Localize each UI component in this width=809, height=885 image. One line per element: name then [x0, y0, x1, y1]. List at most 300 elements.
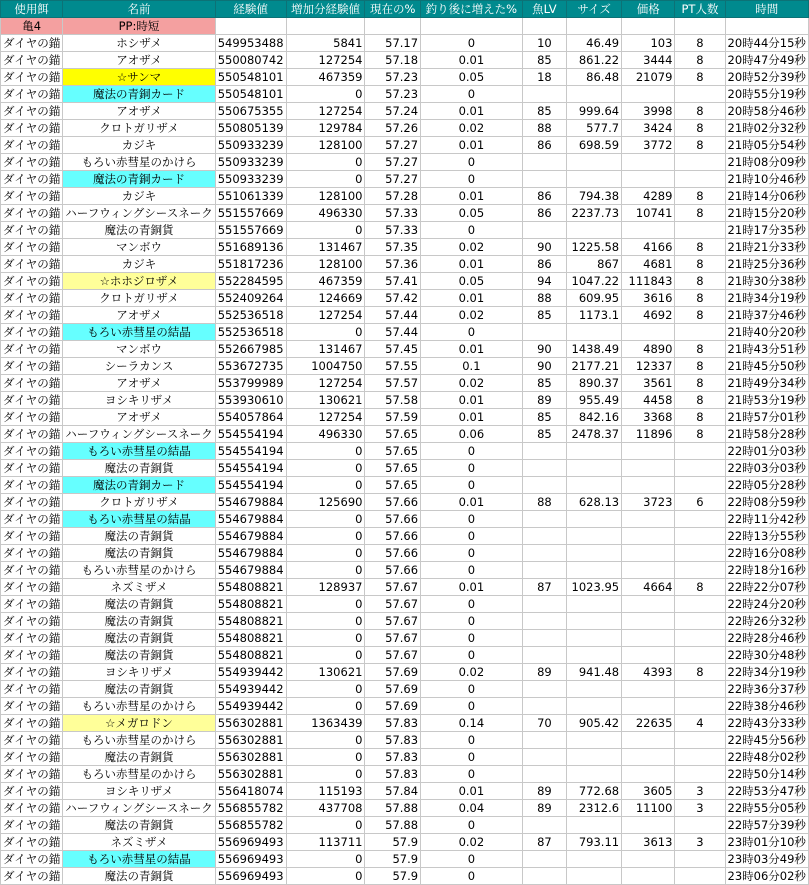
cell-exp-gain[interactable]: 128937	[286, 579, 365, 596]
empty-cell[interactable]	[622, 18, 675, 35]
cell-current-percent[interactable]: 57.44	[365, 324, 421, 341]
cell-bait[interactable]: ダイヤの錨	[1, 443, 63, 460]
cell-size[interactable]	[567, 545, 622, 562]
cell-percent-gain[interactable]: 0	[421, 868, 523, 885]
cell-exp[interactable]: 554808821	[215, 647, 286, 664]
cell-exp-gain[interactable]: 0	[286, 647, 365, 664]
cell-price[interactable]: 11896	[622, 426, 675, 443]
cell-percent-gain[interactable]: 0	[421, 511, 523, 528]
cell-exp-gain[interactable]: 0	[286, 630, 365, 647]
cell-size[interactable]: 2478.37	[567, 426, 622, 443]
cell-time[interactable]: 22時18分16秒	[725, 562, 808, 579]
cell-fish-level[interactable]: 86	[522, 256, 566, 273]
cell-current-percent[interactable]: 57.9	[365, 868, 421, 885]
cell-bait[interactable]: ダイヤの錨	[1, 613, 63, 630]
cell-bait[interactable]: ダイヤの錨	[1, 358, 63, 375]
cell-time[interactable]: 21時02分32秒	[725, 120, 808, 137]
cell-bait[interactable]: ダイヤの錨	[1, 749, 63, 766]
cell-party-size[interactable]	[675, 817, 725, 834]
cell-size[interactable]: 628.13	[567, 494, 622, 511]
cell-percent-gain[interactable]: 0	[421, 324, 523, 341]
cell-time[interactable]: 23時01分10秒	[725, 834, 808, 851]
cell-exp[interactable]: 553930610	[215, 392, 286, 409]
cell-size[interactable]: 772.68	[567, 783, 622, 800]
cell-fish-level[interactable]: 86	[522, 205, 566, 222]
cell-current-percent[interactable]: 57.23	[365, 69, 421, 86]
cell-size[interactable]: 577.7	[567, 120, 622, 137]
cell-current-percent[interactable]: 57.65	[365, 426, 421, 443]
cell-fish-level[interactable]: 86	[522, 188, 566, 205]
cell-size[interactable]: 794.38	[567, 188, 622, 205]
cell-fish-level[interactable]: 85	[522, 307, 566, 324]
cell-exp[interactable]: 554679884	[215, 545, 286, 562]
cell-time[interactable]: 22時34分19秒	[725, 664, 808, 681]
cell-current-percent[interactable]: 57.58	[365, 392, 421, 409]
cell-exp-gain[interactable]: 0	[286, 562, 365, 579]
cell-time[interactable]: 22時38分46秒	[725, 698, 808, 715]
cell-party-size[interactable]: 3	[675, 800, 725, 817]
cell-fish-level[interactable]: 89	[522, 783, 566, 800]
empty-cell[interactable]	[286, 18, 365, 35]
cell-time[interactable]: 21時57分01秒	[725, 409, 808, 426]
cell-size[interactable]	[567, 732, 622, 749]
cell-fish-level[interactable]	[522, 698, 566, 715]
cell-current-percent[interactable]: 57.83	[365, 749, 421, 766]
cell-party-size[interactable]	[675, 154, 725, 171]
cell-fish-level[interactable]: 89	[522, 664, 566, 681]
cell-fish-level[interactable]	[522, 443, 566, 460]
cell-exp-gain[interactable]: 124669	[286, 290, 365, 307]
empty-cell[interactable]	[725, 18, 808, 35]
cell-fish-level[interactable]: 88	[522, 290, 566, 307]
cell-exp-gain[interactable]: 131467	[286, 239, 365, 256]
cell-exp[interactable]: 554808821	[215, 613, 286, 630]
cell-exp-gain[interactable]: 0	[286, 511, 365, 528]
cell-size[interactable]	[567, 562, 622, 579]
cell-current-percent[interactable]: 57.18	[365, 52, 421, 69]
cell-price[interactable]	[622, 511, 675, 528]
cell-party-size[interactable]	[675, 647, 725, 664]
cell-exp[interactable]: 554808821	[215, 630, 286, 647]
cell-price[interactable]	[622, 154, 675, 171]
cell-party-size[interactable]: 8	[675, 290, 725, 307]
cell-exp-gain[interactable]: 0	[286, 477, 365, 494]
cell-name[interactable]: アオザメ	[63, 409, 215, 426]
cell-fish-level[interactable]	[522, 647, 566, 664]
cell-bait[interactable]: ダイヤの錨	[1, 647, 63, 664]
cell-current-percent[interactable]: 57.17	[365, 35, 421, 52]
cell-percent-gain[interactable]: 0	[421, 562, 523, 579]
cell-size[interactable]: 955.49	[567, 392, 622, 409]
cell-fish-level[interactable]: 85	[522, 375, 566, 392]
cell-party-size[interactable]: 3	[675, 834, 725, 851]
cell-exp-gain[interactable]: 0	[286, 681, 365, 698]
cell-exp-gain[interactable]: 127254	[286, 375, 365, 392]
cell-exp[interactable]: 556302881	[215, 766, 286, 783]
cell-price[interactable]: 3772	[622, 137, 675, 154]
cell-name[interactable]: クロトガリザメ	[63, 494, 215, 511]
cell-party-size[interactable]: 8	[675, 188, 725, 205]
cell-size[interactable]: 1225.58	[567, 239, 622, 256]
cell-name[interactable]: ハーフウィングシースネーク	[63, 800, 215, 817]
cell-party-size[interactable]	[675, 171, 725, 188]
cell-fish-level[interactable]	[522, 766, 566, 783]
cell-exp-gain[interactable]: 467359	[286, 273, 365, 290]
cell-fish-level[interactable]: 90	[522, 358, 566, 375]
cell-exp[interactable]: 556969493	[215, 851, 286, 868]
cell-current-percent[interactable]: 57.44	[365, 307, 421, 324]
cell-exp[interactable]: 553672735	[215, 358, 286, 375]
cell-party-size[interactable]	[675, 766, 725, 783]
cell-current-percent[interactable]: 57.66	[365, 511, 421, 528]
cell-party-size[interactable]: 8	[675, 103, 725, 120]
cell-price[interactable]	[622, 562, 675, 579]
cell-fish-level[interactable]: 85	[522, 52, 566, 69]
cell-exp-gain[interactable]: 127254	[286, 103, 365, 120]
cell-exp[interactable]: 551817236	[215, 256, 286, 273]
cell-exp[interactable]: 552409264	[215, 290, 286, 307]
empty-cell[interactable]	[365, 18, 421, 35]
cell-size[interactable]	[567, 324, 622, 341]
cell-fish-level[interactable]: 88	[522, 494, 566, 511]
cell-name[interactable]: もろい赤彗星の結晶	[63, 511, 215, 528]
cell-time[interactable]: 22時48分02秒	[725, 749, 808, 766]
cell-time[interactable]: 21時40分20秒	[725, 324, 808, 341]
cell-fish-level[interactable]: 85	[522, 103, 566, 120]
cell-price[interactable]	[622, 222, 675, 239]
cell-name[interactable]: 魔法の青銅貨	[63, 749, 215, 766]
cell-party-size[interactable]: 8	[675, 392, 725, 409]
cell-size[interactable]	[567, 681, 622, 698]
cell-current-percent[interactable]: 57.33	[365, 205, 421, 222]
cell-current-percent[interactable]: 57.27	[365, 137, 421, 154]
cell-party-size[interactable]	[675, 868, 725, 885]
cell-size[interactable]	[567, 817, 622, 834]
cell-exp-gain[interactable]: 127254	[286, 307, 365, 324]
cell-current-percent[interactable]: 57.26	[365, 120, 421, 137]
cell-exp-gain[interactable]: 0	[286, 766, 365, 783]
cell-time[interactable]: 21時43分51秒	[725, 341, 808, 358]
cell-percent-gain[interactable]: 0.01	[421, 783, 523, 800]
cell-current-percent[interactable]: 57.65	[365, 477, 421, 494]
cell-party-size[interactable]	[675, 511, 725, 528]
cell-size[interactable]: 861.22	[567, 52, 622, 69]
cell-current-percent[interactable]: 57.33	[365, 222, 421, 239]
cell-name[interactable]: ☆ホホジロザメ	[63, 273, 215, 290]
cell-fish-level[interactable]: 85	[522, 426, 566, 443]
cell-price[interactable]: 3444	[622, 52, 675, 69]
cell-bait[interactable]: ダイヤの錨	[1, 460, 63, 477]
cell-party-size[interactable]: 8	[675, 120, 725, 137]
cell-bait[interactable]: ダイヤの錨	[1, 256, 63, 273]
cell-percent-gain[interactable]: 0.05	[421, 205, 523, 222]
cell-name[interactable]: 魔法の青銅貨	[63, 222, 215, 239]
cell-price[interactable]	[622, 86, 675, 103]
cell-exp[interactable]: 554808821	[215, 579, 286, 596]
cell-exp[interactable]: 550933239	[215, 171, 286, 188]
cell-time[interactable]: 22時01分03秒	[725, 443, 808, 460]
cell-fish-level[interactable]	[522, 732, 566, 749]
cell-time[interactable]: 22時50分14秒	[725, 766, 808, 783]
cell-name[interactable]: もろい赤彗星の結晶	[63, 443, 215, 460]
cell-time[interactable]: 20時47分49秒	[725, 52, 808, 69]
cell-current-percent[interactable]: 57.36	[365, 256, 421, 273]
cell-percent-gain[interactable]: 0.01	[421, 103, 523, 120]
cell-bait[interactable]: ダイヤの錨	[1, 426, 63, 443]
cell-size[interactable]	[567, 749, 622, 766]
cell-time[interactable]: 22時05分28秒	[725, 477, 808, 494]
cell-exp-gain[interactable]: 130621	[286, 664, 365, 681]
cell-percent-gain[interactable]: 0	[421, 86, 523, 103]
cell-percent-gain[interactable]: 0.01	[421, 494, 523, 511]
cell-party-size[interactable]: 8	[675, 256, 725, 273]
cell-exp[interactable]: 551689136	[215, 239, 286, 256]
cell-current-percent[interactable]: 57.24	[365, 103, 421, 120]
cell-exp-gain[interactable]: 127254	[286, 409, 365, 426]
cell-name[interactable]: ネズミザメ	[63, 579, 215, 596]
cell-name[interactable]: マンボウ	[63, 341, 215, 358]
cell-exp[interactable]: 550933239	[215, 154, 286, 171]
cell-exp-gain[interactable]: 0	[286, 86, 365, 103]
cell-current-percent[interactable]: 57.84	[365, 783, 421, 800]
cell-exp[interactable]: 554679884	[215, 562, 286, 579]
cell-party-size[interactable]	[675, 681, 725, 698]
cell-fish-level[interactable]	[522, 86, 566, 103]
cell-time[interactable]: 21時08分09秒	[725, 154, 808, 171]
cell-fish-level[interactable]	[522, 545, 566, 562]
cell-percent-gain[interactable]: 0	[421, 154, 523, 171]
cell-percent-gain[interactable]: 0.06	[421, 426, 523, 443]
cell-bait[interactable]: ダイヤの錨	[1, 562, 63, 579]
cell-percent-gain[interactable]: 0.01	[421, 137, 523, 154]
header-current-percent[interactable]: 現在の%	[365, 1, 421, 18]
cell-price[interactable]	[622, 171, 675, 188]
cell-price[interactable]: 103	[622, 35, 675, 52]
cell-party-size[interactable]	[675, 562, 725, 579]
cell-price[interactable]: 4166	[622, 239, 675, 256]
cell-percent-gain[interactable]: 0	[421, 596, 523, 613]
cell-name[interactable]: もろい赤彗星のかけら	[63, 732, 215, 749]
cell-time[interactable]: 21時30分38秒	[725, 273, 808, 290]
cell-current-percent[interactable]: 57.66	[365, 494, 421, 511]
cell-fish-level[interactable]: 94	[522, 273, 566, 290]
cell-exp-gain[interactable]: 125690	[286, 494, 365, 511]
cell-size[interactable]: 46.49	[567, 35, 622, 52]
cell-bait[interactable]: ダイヤの錨	[1, 851, 63, 868]
cell-price[interactable]: 3605	[622, 783, 675, 800]
cell-exp[interactable]: 554554194	[215, 460, 286, 477]
cell-time[interactable]: 22時55分05秒	[725, 800, 808, 817]
cell-price[interactable]	[622, 545, 675, 562]
cell-size[interactable]: 2177.21	[567, 358, 622, 375]
header-size[interactable]: サイズ	[567, 1, 622, 18]
cell-fish-level[interactable]	[522, 681, 566, 698]
cell-price[interactable]: 3368	[622, 409, 675, 426]
cell-name[interactable]: シーラカンス	[63, 358, 215, 375]
cell-bait[interactable]: ダイヤの錨	[1, 239, 63, 256]
cell-time[interactable]: 21時05分54秒	[725, 137, 808, 154]
cell-exp[interactable]: 550080742	[215, 52, 286, 69]
cell-price[interactable]	[622, 477, 675, 494]
cell-size[interactable]	[567, 477, 622, 494]
cell-exp-gain[interactable]: 0	[286, 868, 365, 885]
cell-size[interactable]	[567, 647, 622, 664]
cell-time[interactable]: 23時06分02秒	[725, 868, 808, 885]
cell-fish-level[interactable]	[522, 222, 566, 239]
cell-percent-gain[interactable]: 0	[421, 443, 523, 460]
cell-size[interactable]	[567, 528, 622, 545]
cell-name[interactable]: カジキ	[63, 256, 215, 273]
cell-name[interactable]: アオザメ	[63, 307, 215, 324]
cell-party-size[interactable]	[675, 749, 725, 766]
cell-time[interactable]: 22時24分20秒	[725, 596, 808, 613]
cell-fish-level[interactable]: 70	[522, 715, 566, 732]
cell-party-size[interactable]: 8	[675, 52, 725, 69]
cell-exp[interactable]: 550548101	[215, 86, 286, 103]
cell-exp-gain[interactable]: 0	[286, 222, 365, 239]
cell-time[interactable]: 21時25分36秒	[725, 256, 808, 273]
cell-price[interactable]: 3616	[622, 290, 675, 307]
cell-name[interactable]: もろい赤彗星のかけら	[63, 154, 215, 171]
cell-party-size[interactable]: 3	[675, 783, 725, 800]
cell-time[interactable]: 22時30分48秒	[725, 647, 808, 664]
cell-name[interactable]: ☆メガロドン	[63, 715, 215, 732]
cell-fish-level[interactable]: 89	[522, 392, 566, 409]
cell-fish-level[interactable]: 86	[522, 137, 566, 154]
cell-name[interactable]: ヨシキリザメ	[63, 664, 215, 681]
cell-exp[interactable]: 550548101	[215, 69, 286, 86]
cell-size[interactable]: 609.95	[567, 290, 622, 307]
cell-exp[interactable]: 552284595	[215, 273, 286, 290]
cell-exp-gain[interactable]: 496330	[286, 205, 365, 222]
cell-fish-level[interactable]	[522, 477, 566, 494]
cell-bait[interactable]: ダイヤの錨	[1, 579, 63, 596]
cell-exp-gain[interactable]: 113711	[286, 834, 365, 851]
cell-current-percent[interactable]: 57.67	[365, 647, 421, 664]
header-bait[interactable]: 使用餌	[1, 1, 63, 18]
cell-percent-gain[interactable]: 0.04	[421, 800, 523, 817]
empty-cell[interactable]	[522, 18, 566, 35]
empty-cell[interactable]	[567, 18, 622, 35]
cell-name[interactable]: クロトガリザメ	[63, 120, 215, 137]
cell-price[interactable]: 11100	[622, 800, 675, 817]
cell-exp-gain[interactable]: 0	[286, 817, 365, 834]
cell-size[interactable]: 793.11	[567, 834, 622, 851]
cell-bait[interactable]: ダイヤの錨	[1, 545, 63, 562]
cell-exp[interactable]: 556855782	[215, 817, 286, 834]
cell-exp[interactable]: 554554194	[215, 443, 286, 460]
cell-size[interactable]: 941.48	[567, 664, 622, 681]
cell-name[interactable]: 魔法の青銅貨	[63, 681, 215, 698]
cell-bait[interactable]: ダイヤの錨	[1, 154, 63, 171]
header-fish-level[interactable]: 魚LV	[522, 1, 566, 18]
cell-bait[interactable]: ダイヤの錨	[1, 528, 63, 545]
cell-time[interactable]: 22時13分55秒	[725, 528, 808, 545]
cell-price[interactable]: 111843	[622, 273, 675, 290]
cell-exp-gain[interactable]: 5841	[286, 35, 365, 52]
cell-exp-gain[interactable]: 128100	[286, 137, 365, 154]
cell-fish-level[interactable]	[522, 817, 566, 834]
cell-current-percent[interactable]: 57.67	[365, 579, 421, 596]
cell-size[interactable]	[567, 154, 622, 171]
cell-name[interactable]: もろい赤彗星のかけら	[63, 698, 215, 715]
header-exp[interactable]: 経験値	[215, 1, 286, 18]
cell-bait[interactable]: ダイヤの錨	[1, 817, 63, 834]
cell-size[interactable]	[567, 868, 622, 885]
cell-exp-gain[interactable]: 129784	[286, 120, 365, 137]
cell-name[interactable]: アオザメ	[63, 103, 215, 120]
cell-percent-gain[interactable]: 0.01	[421, 392, 523, 409]
cell-size[interactable]: 867	[567, 256, 622, 273]
cell-percent-gain[interactable]: 0.02	[421, 664, 523, 681]
cell-exp-gain[interactable]: 127254	[286, 52, 365, 69]
cell-bait[interactable]: ダイヤの錨	[1, 52, 63, 69]
cell-exp-gain[interactable]: 128100	[286, 188, 365, 205]
cell-current-percent[interactable]: 57.23	[365, 86, 421, 103]
cell-time[interactable]: 20時58分46秒	[725, 103, 808, 120]
cell-price[interactable]: 4664	[622, 579, 675, 596]
cell-fish-level[interactable]	[522, 562, 566, 579]
cell-percent-gain[interactable]: 0	[421, 681, 523, 698]
cell-name[interactable]: アオザメ	[63, 375, 215, 392]
cell-time[interactable]: 22時22分07秒	[725, 579, 808, 596]
cell-fish-level[interactable]	[522, 511, 566, 528]
cell-size[interactable]	[567, 630, 622, 647]
cell-name[interactable]: ☆サンマ	[63, 69, 215, 86]
cell-exp[interactable]: 556418074	[215, 783, 286, 800]
cell-size[interactable]: 698.59	[567, 137, 622, 154]
cell-time[interactable]: 23時03分49秒	[725, 851, 808, 868]
cell-bait[interactable]: ダイヤの錨	[1, 800, 63, 817]
cell-time[interactable]: 21時14分06秒	[725, 188, 808, 205]
cell-exp[interactable]: 549953488	[215, 35, 286, 52]
cell-current-percent[interactable]: 57.67	[365, 630, 421, 647]
cell-name[interactable]: ホシザメ	[63, 35, 215, 52]
cell-price[interactable]	[622, 749, 675, 766]
cell-percent-gain[interactable]: 0	[421, 647, 523, 664]
cell-percent-gain[interactable]: 0.01	[421, 579, 523, 596]
cell-bait[interactable]: ダイヤの錨	[1, 392, 63, 409]
cell-exp-gain[interactable]: 496330	[286, 426, 365, 443]
cell-time[interactable]: 22時57分39秒	[725, 817, 808, 834]
cell-percent-gain[interactable]: 0	[421, 630, 523, 647]
cell-price[interactable]	[622, 324, 675, 341]
cell-percent-gain[interactable]: 0	[421, 732, 523, 749]
cell-name[interactable]: 魔法の青銅貨	[63, 817, 215, 834]
cell-percent-gain[interactable]: 0.02	[421, 239, 523, 256]
cell-party-size[interactable]	[675, 528, 725, 545]
cell-name[interactable]: 魔法の青銅貨	[63, 868, 215, 885]
cell-percent-gain[interactable]: 0.01	[421, 341, 523, 358]
cell-percent-gain[interactable]: 0.01	[421, 256, 523, 273]
cell-price[interactable]: 3424	[622, 120, 675, 137]
cell-size[interactable]: 86.48	[567, 69, 622, 86]
cell-percent-gain[interactable]: 0.01	[421, 52, 523, 69]
cell-percent-gain[interactable]: 0	[421, 171, 523, 188]
cell-current-percent[interactable]: 57.41	[365, 273, 421, 290]
cell-percent-gain[interactable]: 0	[421, 528, 523, 545]
cell-exp[interactable]: 556969493	[215, 834, 286, 851]
cell-size[interactable]	[567, 171, 622, 188]
cell-current-percent[interactable]: 57.66	[365, 562, 421, 579]
cell-bait[interactable]: ダイヤの錨	[1, 868, 63, 885]
cell-exp[interactable]: 556302881	[215, 732, 286, 749]
cell-time[interactable]: 21時34分19秒	[725, 290, 808, 307]
cell-bait[interactable]: ダイヤの錨	[1, 664, 63, 681]
cell-price[interactable]	[622, 460, 675, 477]
cell-size[interactable]	[567, 511, 622, 528]
cell-exp-gain[interactable]: 131467	[286, 341, 365, 358]
